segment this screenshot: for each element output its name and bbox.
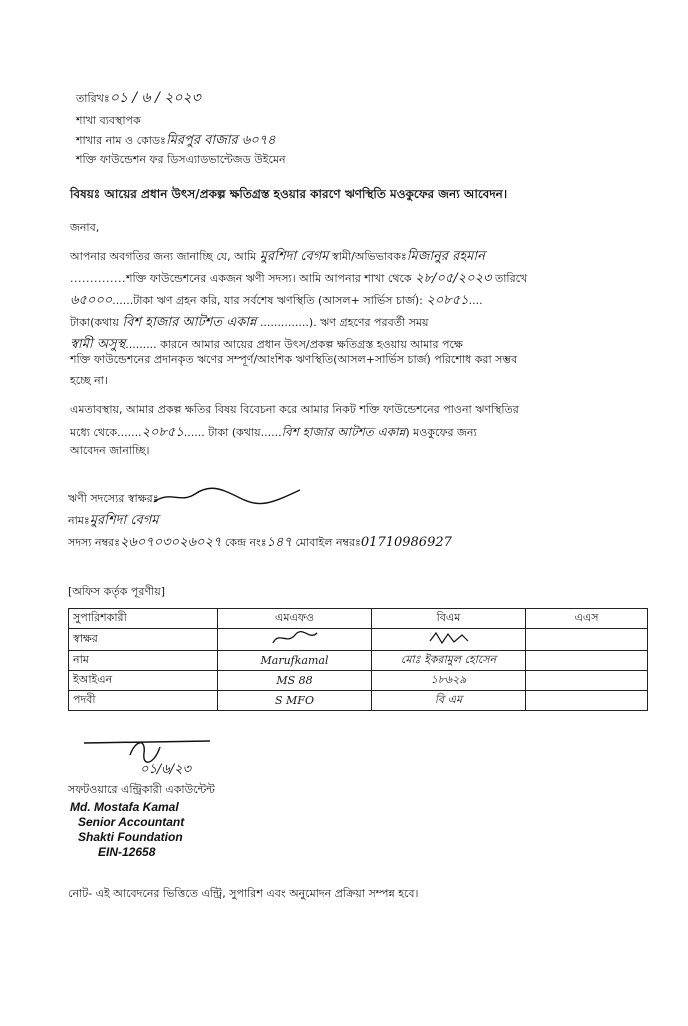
as-signature-cell	[526, 629, 648, 651]
outstanding-amount: ২০৮৫১	[426, 293, 469, 308]
row-label: স্বাক্ষর	[69, 629, 218, 651]
member-no: ২৬০৭০৩০২৬০২৭	[119, 535, 222, 550]
office-table	[68, 608, 648, 711]
header-cell: বিএম	[372, 609, 526, 629]
branch-value: মিরপুর বাজার ৬০৭৪	[165, 133, 276, 148]
note: নোট- এই আবেদনের ভিত্তিতে এন্ট্রি, সুপারিশ এবং অনুমোদন প্রক্রিয়া সম্পন্ন হবে।	[68, 887, 419, 900]
stamp-ein: EIN-12658	[98, 845, 156, 859]
loan-amount: ৬৫০০০	[70, 293, 113, 308]
para2-text: ...... টাকা (কথায়......	[183, 426, 282, 439]
stamp-org: Shakti Foundation	[78, 830, 183, 844]
para2-text: ) মওকুফের জন্য	[405, 426, 477, 439]
para1-line3	[70, 291, 483, 312]
center-label: কেন্দ্র নংঃ	[224, 536, 267, 549]
para1-line4	[70, 313, 428, 334]
applicant-name: মুরশিদা বেগম	[89, 513, 159, 528]
table-row	[69, 651, 648, 671]
row-label: পদবী	[69, 691, 218, 711]
para1-text: ......টাকা ঋণ গ্রহন করি, যার সর্বশেষ ঋণস্থিতি (আসল+ সার্ভিস চার্জ):	[112, 294, 423, 307]
applicant-ids-line	[68, 533, 452, 554]
para1-line1	[70, 247, 485, 268]
para1-text: ......... কারনে আমার আয়ের প্রধান উৎস/প্রকল্প ক্ষতিগ্রস্ত হওয়ায় আমার পক্ষে	[125, 338, 463, 351]
dots: ..............	[70, 272, 126, 285]
guardian-label: স্বামী/অভিভাবকঃ	[332, 250, 407, 263]
member-name: মুরশিদা বেগম	[259, 249, 329, 264]
table-row	[69, 691, 648, 711]
member-signature-label: ঋণী সদস্যের স্বাক্ষরঃ	[68, 492, 159, 505]
subject: বিষয়ঃ আয়ের প্রধান উৎস/প্রকল্প ক্ষতিগ্রস্ত হওয়ার কারণে ঋণস্থিতি মওকুফের জন্য আবেদন।	[70, 187, 508, 201]
recipient-line1: শাখা ব্যবস্থাপক	[76, 114, 141, 127]
date-label: তারিখঃ	[76, 92, 110, 105]
bm-name: মোঃ ইকরামুল হোসেন	[372, 651, 526, 671]
waive-amount: ২০৮৫১	[141, 425, 184, 440]
mfo-signature	[265, 629, 325, 647]
branch-label: শাখার নাম ও কোডঃ	[76, 134, 166, 147]
name-label: নামঃ	[68, 514, 90, 527]
date-value: ০১ / ৬ / ২০২৩	[109, 90, 201, 106]
mfo-designation: S MFO	[218, 691, 372, 711]
para2-line1: এমতাবস্থায়, আমার প্রকল্প ক্ষতির বিষয় বিবেচনা করে আমার নিকট শক্তি ফাউন্ডেশনের পাওনা ঋণস্থিতির	[70, 403, 519, 416]
header-cell: এএস	[526, 609, 648, 629]
para1-line7: হচ্ছে না।	[70, 374, 108, 387]
applicant-name-line	[68, 511, 159, 532]
para1-text: আপনার অবগতির জন্য জানাচ্ছি যে, আমি	[70, 250, 257, 263]
mfo-signature-cell	[218, 629, 372, 651]
para1-text: টাকা(কথায়	[70, 316, 119, 329]
guardian-name: মিজানুর রহমান	[406, 249, 485, 264]
mobile-no: 01710986927	[360, 535, 452, 550]
para1-text: ..............). ঋণ গ্রহণের পরবর্তী সময়	[259, 316, 429, 329]
accountant-sign-date: ০১/৬/২৩	[140, 762, 192, 777]
para1-line6: শক্তি ফাউন্ডেশনের প্রদানকৃত ঋণের সম্পূর্ণ/আংশিক ঋণস্থিতি(আসল+সার্ভিস চার্জ) পরিশোধ করা সম্ভব	[70, 353, 518, 366]
reason: স্বামী অসুস্থ	[70, 337, 126, 352]
table-row	[69, 671, 648, 691]
recipient-line3: শক্তি ফাউন্ডেশন ফর ডিসএ্যাডভান্টেজড উইমেন	[76, 153, 286, 166]
as-name	[526, 651, 648, 671]
para1-line2	[70, 269, 527, 290]
para2-line3: আবেদন জানাচ্ছি।	[70, 444, 150, 457]
bm-ein: ১৮৬২৯	[372, 671, 526, 691]
member-no-label: সদস্য নম্বরঃ	[68, 536, 120, 549]
loan-date: ২৮/০৫/২০২৩	[415, 271, 492, 286]
row-label: নাম	[69, 651, 218, 671]
accountant-label: সফটওয়ারে এন্ট্রিকারী একাউন্টেন্ট	[68, 783, 215, 796]
recipient-line2	[76, 131, 276, 152]
stamp-title: Senior Accountant	[78, 815, 185, 829]
table-row	[69, 629, 648, 651]
outstanding-words: বিশ হাজার আটশত একান্ন	[122, 315, 257, 330]
bm-signature	[424, 629, 474, 647]
para2-line2	[70, 423, 477, 444]
para1-text: শক্তি ফাউন্ডেশনের একজন ঋণী সদস্য। আমি আপনার শাখা থেকে	[125, 272, 412, 285]
row-label: ইআইএন	[69, 671, 218, 691]
para2-text: মধ্যে থেকে.......	[70, 426, 142, 439]
salutation: জনাব,	[70, 221, 100, 234]
office-heading: [অফিস কর্তৃক পূরণীয়]	[68, 585, 165, 598]
mobile-label: মোবাইল নম্বরঃ	[295, 536, 361, 549]
office-table-header	[69, 609, 648, 629]
stamp-name: Md. Mostafa Kamal	[70, 800, 179, 814]
header-cell: এমএফও	[218, 609, 372, 629]
bm-signature-cell	[372, 629, 526, 651]
dots: ....	[468, 294, 483, 307]
date-line	[76, 86, 201, 110]
center-no: ১৪৭	[266, 535, 292, 550]
mfo-ein: MS 88	[218, 671, 372, 691]
header-cell: সুপারিশকারী	[69, 609, 218, 629]
waive-words: বিশ হাজার আটশত একান্ন	[281, 425, 406, 439]
member-signature	[150, 484, 310, 508]
as-designation	[526, 691, 648, 711]
bm-designation: বি এম	[372, 691, 526, 711]
mfo-name: Marufkamal	[218, 651, 372, 671]
as-ein	[526, 671, 648, 691]
para1-text: তারিখে	[494, 272, 528, 285]
